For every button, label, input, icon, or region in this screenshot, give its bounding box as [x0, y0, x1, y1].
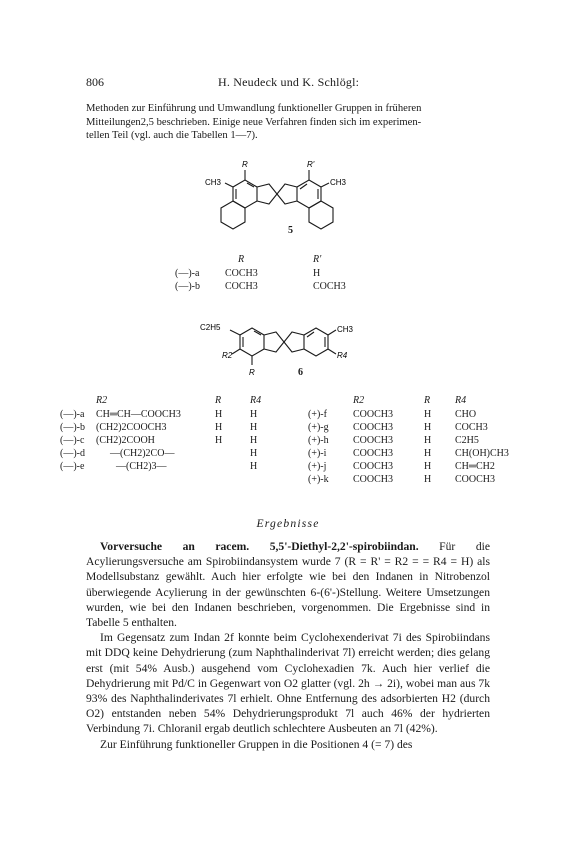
structure-6-r4-label: R4 [337, 351, 348, 360]
table6-cell: —(CH2)3— [116, 461, 167, 472]
structure-6-c2h5-label: C2H5 [200, 323, 221, 332]
table6-row-id: (+)-k [308, 474, 329, 485]
paragraph-1 [86, 539, 490, 630]
table6-cell: H [424, 435, 432, 446]
table6-cell: H [215, 435, 223, 446]
intro-line-3: tellen Teil (vgl. auch die Tabellen 1—7). [86, 130, 258, 141]
table6-cell: H [250, 409, 258, 420]
table6-cell: CH═CH—COOCH3 [96, 409, 181, 420]
structure-5-number: 5 [288, 225, 293, 236]
table6-row-id: (—)-c [60, 435, 85, 446]
body-text [86, 539, 490, 752]
table6-cell: CH(OH)CH3 [455, 448, 509, 459]
intro-line-2: Mitteilungen2,5 beschrieben. Einige neue Verfahren finden sich im experimen- [86, 116, 422, 128]
table6-cell: H [424, 461, 432, 472]
table6-cell: CH═CH2 [455, 461, 495, 472]
structure-5-r-label: R [242, 160, 248, 169]
table6-right-header-r2: R2 [353, 395, 365, 406]
table6-row-id: (—)-a [60, 409, 85, 420]
table6-cell: H [250, 448, 258, 459]
table5-row-id: (—)-a [175, 268, 200, 279]
paragraph-1-text: Für die Acylierungsversuche am Spirobiindansystem wurde 7 (R = R' = R2 = = R4 = H) als Modellsubstanz gewählt. Auch hier erfolgte wie bei den Indanen in Nitrobenzol überwiegende Acylierung in der gewünschten 6-(6'-)Stellung. Weitere Umsetzungen wurden, wie bei den Indanen beschrieben, vorgenommen. Die Ergebnisse sind in Tabelle 5 enthalten. [86, 540, 490, 630]
table5-row-id: (—)-b [175, 281, 200, 292]
table6-row-id: (—)-d [60, 448, 85, 459]
table6-cell: H [424, 422, 432, 433]
table6-cell: H [424, 448, 432, 459]
table6-row-id: (+)-h [308, 435, 329, 446]
table5-cell: COCH3 [313, 281, 346, 292]
page-number: 806 [86, 75, 104, 89]
table6-row-id: (+)-f [308, 409, 327, 420]
table6-cell: COOCH3 [353, 409, 394, 420]
table6-left-header-r2: R2 [96, 395, 108, 406]
table5-cell: COCH3 [225, 281, 258, 292]
table6-cell: H [250, 435, 258, 446]
table6-row-id: (—)-e [60, 461, 85, 472]
table6-cell: CHO [455, 409, 477, 420]
table5-header-r: R [238, 254, 245, 265]
table6-cell: C2H5 [455, 435, 479, 446]
table6-row-id: (+)-i [308, 448, 327, 459]
table6-cell: (CH2)2COOH [96, 435, 155, 446]
section-heading: Ergebnisse [256, 517, 320, 530]
table5-header-rprime: R' [313, 254, 322, 265]
table6-cell: H [424, 474, 432, 485]
table6-left-header-r: R [215, 395, 222, 406]
table5-cell: COCH3 [225, 268, 258, 279]
paragraph-2: Im Gegensatz zum Indan 2f konnte beim Cyclohexenderivat 7i des Spirobiindans mit DDQ keine Dehydrierung (zum Naphthalinderivat 7l) erreicht werden; dies gelang erst (mit 54% Ausb.) ausgehend vom Cyclohexadien 7k. Auch hier verlief die Dehydrierung mit Pd/C in Gegenwart von O2 glatter (vgl. 2h → 2i), wobei man aus 7k 93% des Naphthalinderivates 7l erhielt. Ohne Entfernung des adsorbierten H2 (durch O2) entstanden neben 54% Dehydrierungsprodukt 7l auch 46% der hydrierten Verbindung 7i. Chloranil ergab deutlich schlechtere Ausbeuten an 7l (42%). [86, 631, 490, 736]
table6-cell: COOCH3 [353, 435, 394, 446]
structure-5-rprime-label: R' [307, 160, 315, 169]
table6-cell: COCH3 [455, 422, 488, 433]
structure-5-ch3-left: CH3 [205, 178, 222, 187]
intro-line-1: Methoden zur Einführung und Umwandlung funktioneller Gruppen in früheren [86, 103, 422, 114]
structure-6-ch3-label: CH3 [337, 325, 354, 334]
table6-cell: H [215, 409, 223, 420]
table6-right-header-r4: R4 [455, 395, 467, 406]
table6-cell: COOCH3 [353, 461, 394, 472]
paragraph-3: Zur Einführung funktioneller Gruppen in die Positionen 4 (= 7) des [100, 737, 413, 751]
structure-6-r-label: R [249, 368, 255, 377]
table6-cell: H [424, 409, 432, 420]
table6-cell: COOCH3 [353, 422, 394, 433]
table5-cell: H [313, 268, 321, 279]
structure-6-diagram [200, 318, 380, 378]
structure-6-number: 6 [298, 367, 303, 378]
table6-right-header-r: R [424, 395, 431, 406]
table6-cell: H [215, 422, 223, 433]
table6-cell: (CH2)2COOCH3 [96, 422, 167, 433]
structure-5-diagram [195, 160, 375, 232]
intro-paragraph [86, 102, 490, 143]
table6-row-id: (+)-j [308, 461, 327, 472]
paragraph-1-title: Vorversuche an racem. 5,5'-Diethyl-2,2'-spirobiindan. [100, 540, 419, 553]
table6-cell: H [250, 422, 258, 433]
table6-cell: —(CH2)2CO— [110, 448, 175, 459]
table6-left-header-r4: R4 [250, 395, 262, 406]
running-header: H. Neudeck und K. Schlögl: [218, 75, 360, 89]
structure-5-ch3-right: CH3 [330, 178, 347, 187]
structure-6-r2-label: R2 [222, 351, 233, 360]
table6-cell: H [250, 461, 258, 472]
table6-row-id: (—)-b [60, 422, 85, 433]
table6-cell: COOCH3 [455, 474, 496, 485]
table6-cell: COOCH3 [353, 474, 394, 485]
table6-row-id: (+)-g [308, 422, 329, 433]
table6-cell: COOCH3 [353, 448, 394, 459]
